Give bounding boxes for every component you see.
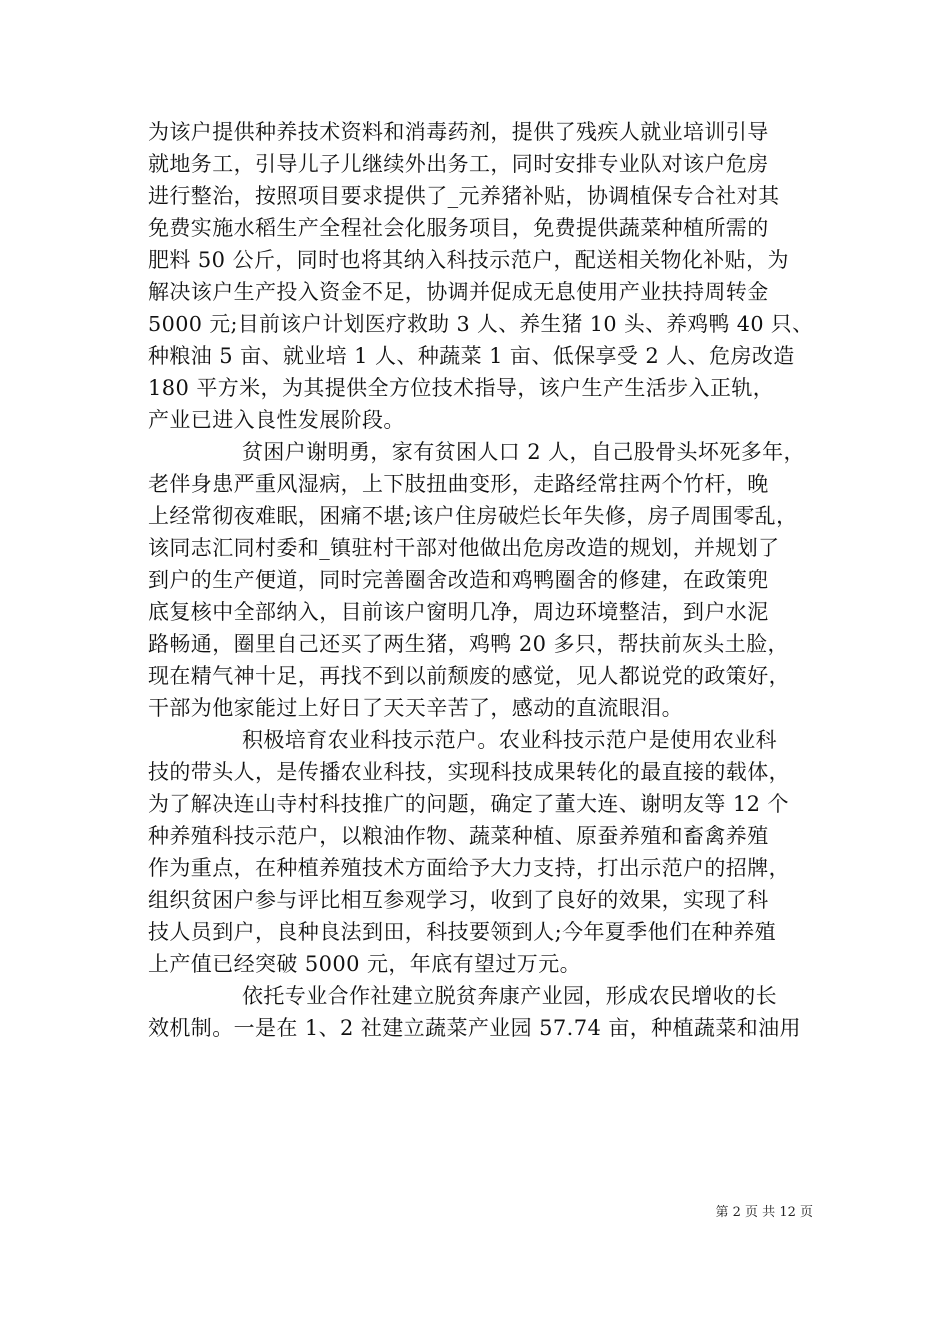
- text-line: 180 平方米，为其提供全方位技术指导，该户生产生活步入正轨，: [148, 376, 775, 400]
- text-line: 免费实施水稻生产全程社会化服务项目，免费提供蔬菜种植所需的: [148, 216, 769, 240]
- text-line: 为该户提供种养技术资料和消毒药剂，提供了残疾人就业培训引导: [148, 120, 769, 144]
- text-line: 就地务工，引导儿子儿继续外出务工，同时安排专业队对该户危房: [148, 152, 769, 176]
- text-line: 到户的生产便道，同时完善圈舍改造和鸡鸭圈舍的修建，在政策兜: [148, 568, 769, 592]
- text-line: 产业已进入良性发展阶段。: [148, 408, 405, 432]
- text-line: 依托专业合作社建立脱贫奔康产业园，形成农民增收的长: [242, 984, 777, 1008]
- text-line: 现在精气神十足，再找不到以前颓废的感觉，见人都说党的政策好，: [148, 664, 790, 688]
- text-line: 5000 元;目前该户计划医疗救助 3 人、养生猪 10 头、养鸡鸭 40 只、: [148, 312, 814, 336]
- text-line: 贫困户谢明勇，家有贫困人口 2 人，自己股骨头坏死多年，: [242, 440, 805, 464]
- text-line: 路畅通，圈里自己还买了两生猪，鸡鸭 20 多只，帮扶前灰头土脸，: [148, 632, 789, 656]
- paragraph-3: [148, 724, 813, 980]
- paragraph-2: [148, 436, 813, 724]
- text-line: 老伴身患严重风湿病，上下肢扭曲变形，走路经常拄两个竹杆，晚: [148, 472, 769, 496]
- text-line: 组织贫困户参与评比相互参观学习，收到了良好的效果，实现了科: [148, 888, 769, 912]
- text-line: 解决该户生产投入资金不足，协调并促成无息使用产业扶持周转金: [148, 280, 769, 304]
- text-line: 为了解决连山寺村科技推广的问题，确定了董大连、谢明友等 12 个: [148, 792, 789, 816]
- text-line: 底复核中全部纳入，目前该户窗明几净，周边环境整洁，到户水泥: [148, 600, 769, 624]
- text-line: 肥料 50 公斤，同时也将其纳入科技示范户，配送相关物化补贴，为: [148, 248, 789, 272]
- text-line: 积极培育农业科技示范户。农业科技示范户是使用农业科: [242, 728, 777, 752]
- text-line: 进行整治，按照项目要求提供了_元养猪补贴，协调植保专合社对其: [148, 184, 780, 208]
- text-line: 上产值已经突破 5000 元，年底有望过万元。: [148, 952, 581, 976]
- text-line: 种粮油 5 亩、就业培 1 人、种蔬菜 1 亩、低保享受 2 人、危房改造: [148, 344, 795, 368]
- paragraph-1: [148, 116, 813, 436]
- text-line: 作为重点，在种植养殖技术方面给予大力支持，打出示范户的招牌，: [148, 856, 790, 880]
- document-body: [148, 116, 813, 1044]
- text-line: 该同志汇同村委和_镇驻村干部对他做出危房改造的规划，并规划了: [148, 536, 780, 560]
- text-line: 技的带头人，是传播农业科技，实现科技成果转化的最直接的载体，: [148, 760, 790, 784]
- page-footer: 第 2 页 共 12 页: [715, 1205, 813, 1220]
- text-line: 种养殖科技示范户，以粮油作物、蔬菜种植、原蚕养殖和畜禽养殖: [148, 824, 769, 848]
- text-line: 上经常彻夜难眠，困痛不堪;该户住房破烂长年失修，房子周围零乱，: [148, 504, 798, 528]
- text-line: 效机制。一是在 1、2 社建立蔬菜产业园 57.74 亩，种植蔬菜和油用: [148, 1016, 801, 1040]
- paragraph-4: [148, 980, 813, 1044]
- text-line: 技人员到户，良种良法到田，科技要领到人;今年夏季他们在种养殖: [148, 920, 777, 944]
- text-line: 干部为他家能过上好日了天天辛苦了，感动的直流眼泪。: [148, 696, 683, 720]
